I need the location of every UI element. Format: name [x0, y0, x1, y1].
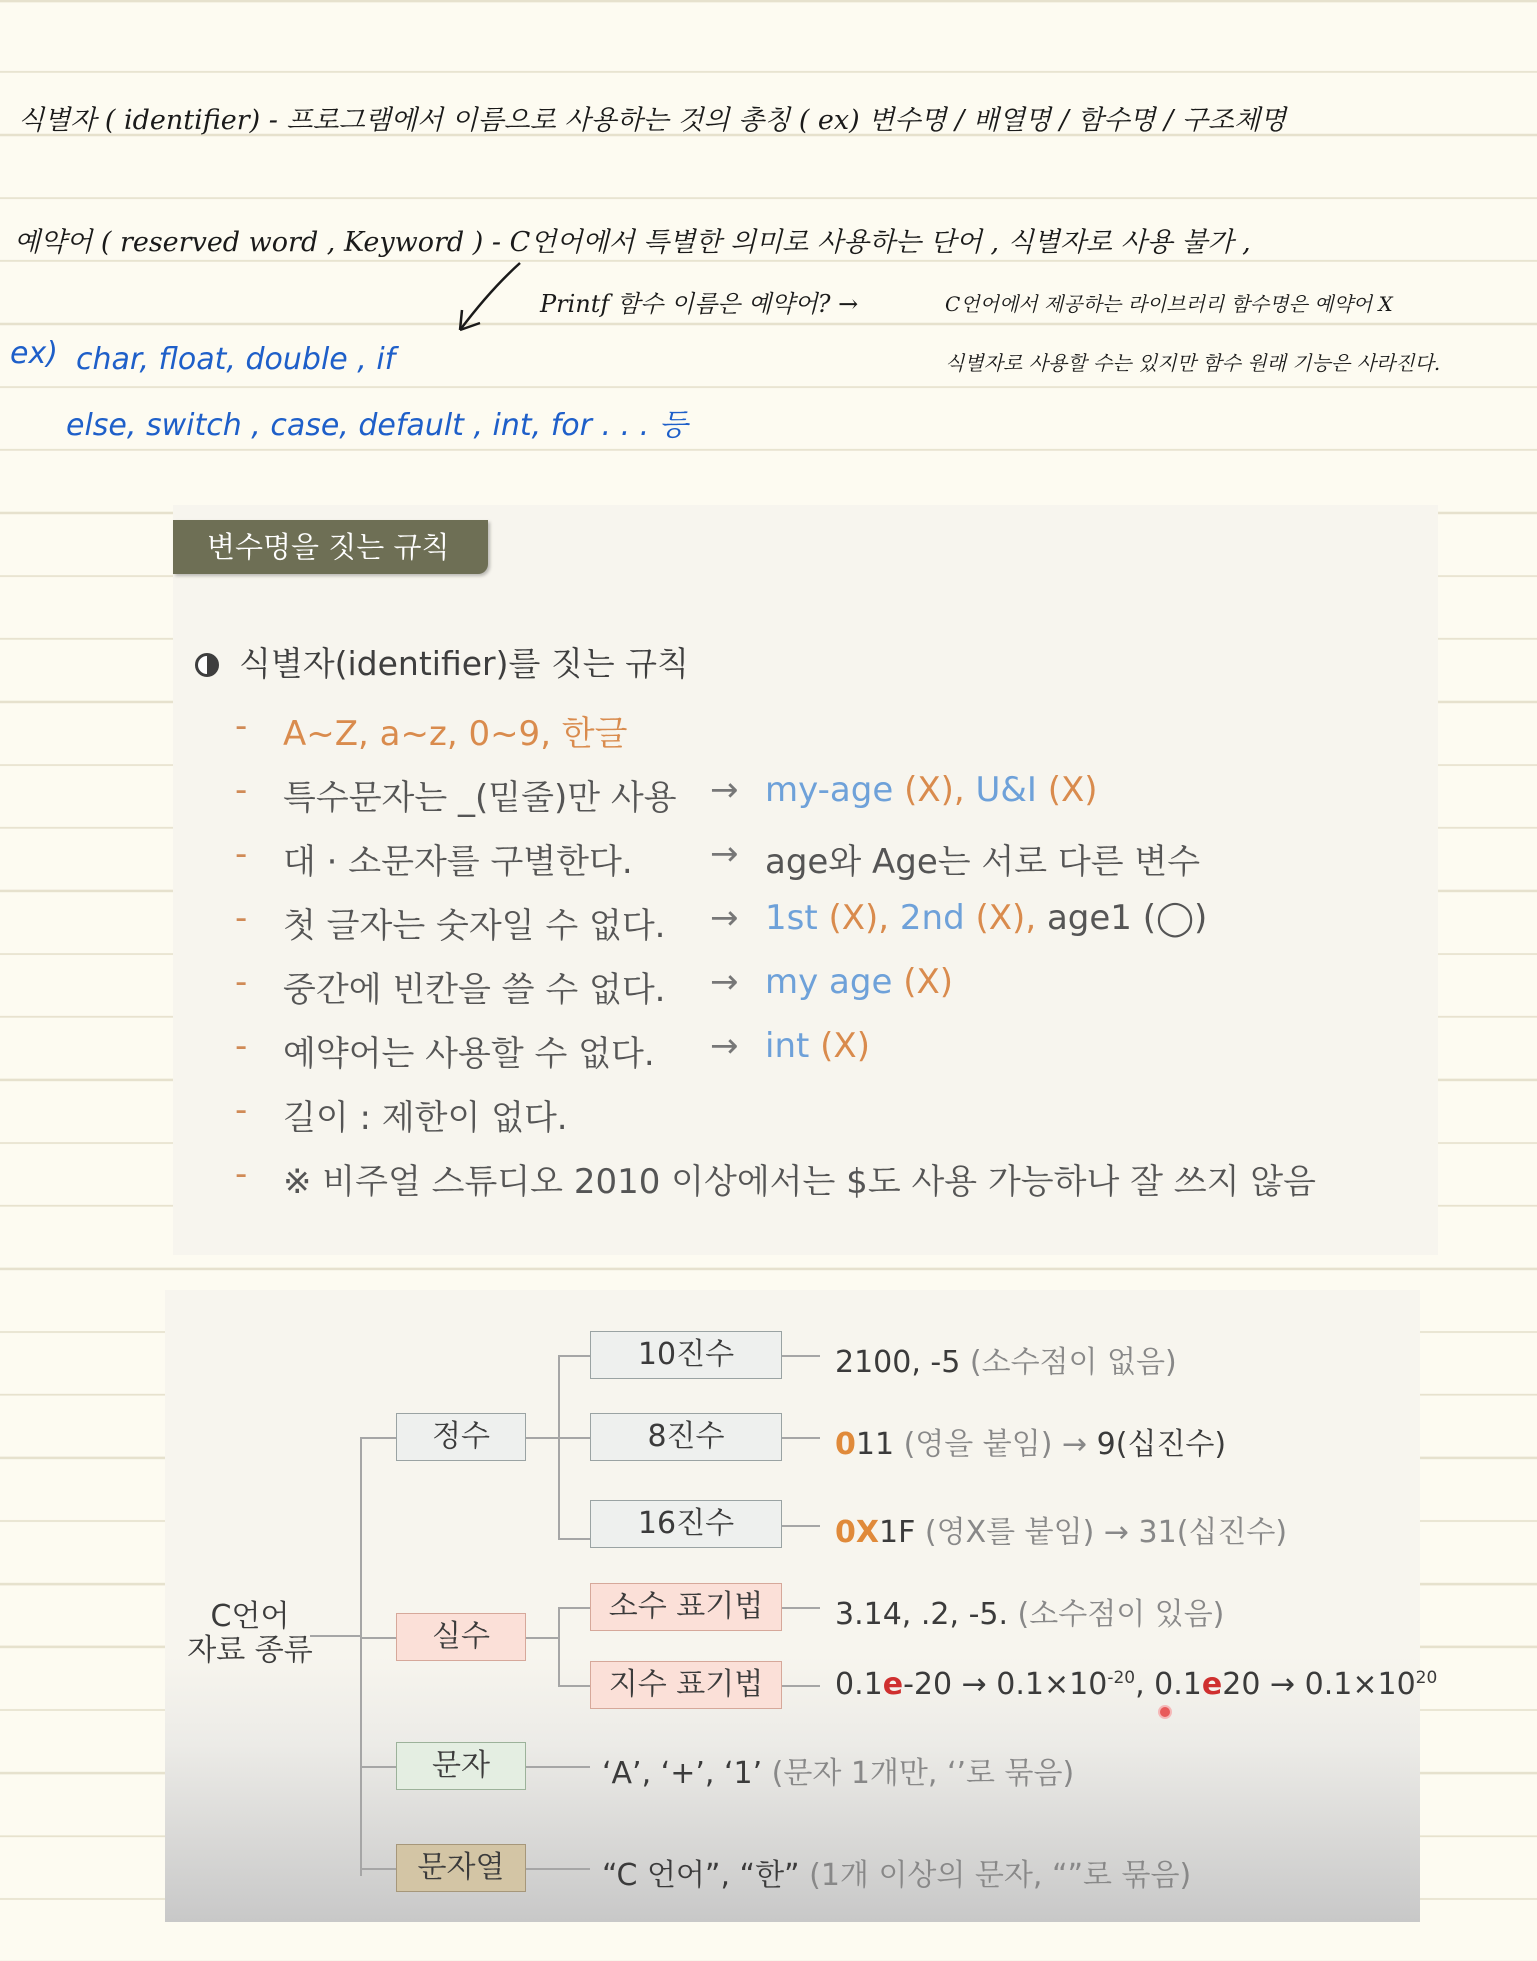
string-box: 문자열	[396, 1844, 526, 1892]
connector-line	[558, 1437, 590, 1439]
keywords-line-2: else, switch , case, default , int, for . . . 등	[66, 408, 688, 443]
half-circle-icon	[195, 653, 219, 677]
octal-example: 011 (영을 붙임) → 9(십진수)	[835, 1427, 1227, 1462]
connector-line	[782, 1685, 820, 1687]
reserved-word-note: 예약어 ( reserved word , Keyword ) - C언어에서 특별한 의미로 사용하는 단어 , 식별자로 사용 불가 ,	[14, 227, 1251, 258]
connector-line	[782, 1607, 820, 1609]
decimal-example: 2100, -5 (소수점이 없음)	[835, 1345, 1177, 1380]
connector-line	[782, 1437, 820, 1439]
printf-answer-2: 식별자로 사용할 수는 있지만 함수 원래 기능은 사라진다.	[945, 351, 1441, 375]
real-example: 3.14, .2, -5. (소수점이 있음)	[835, 1597, 1225, 1632]
hex-box: 16진수	[590, 1500, 782, 1548]
char-box: 문자	[396, 1742, 526, 1790]
exp-notation-box: 지수 표기법	[590, 1661, 782, 1709]
data-types-diagram	[165, 1290, 1420, 1922]
identifier-note: 식별자 ( identifier) - 프로그램에서 이름으로 사용하는 것의 총칭 ( ex) 변수명 / 배열명 / 함수명 / 구조체명	[18, 105, 1287, 136]
connector-line	[526, 1868, 590, 1870]
arrow-down-left-icon	[450, 255, 530, 335]
printf-question: Printf 함수 이름은 예약어? →	[540, 290, 859, 318]
decimal-box: 10진수	[590, 1331, 782, 1379]
integer-box: 정수	[396, 1413, 526, 1461]
connector-line	[558, 1355, 590, 1357]
printf-answer-1: C언어에서 제공하는 라이브러리 함수명은 예약어 X	[945, 292, 1393, 316]
cursor-dot	[1158, 1705, 1172, 1719]
rules-heading: 식별자(identifier)를 짓는 규칙	[195, 638, 689, 685]
connector-line	[360, 1637, 396, 1639]
connector-line	[360, 1437, 362, 1876]
keywords-line-1: char, float, double , if	[76, 342, 396, 377]
diagram-root: C언어 자료 종류	[187, 1599, 313, 1668]
real-box: 실수	[396, 1613, 526, 1661]
connector-line	[526, 1437, 558, 1439]
connector-line	[360, 1766, 396, 1768]
connector-line	[558, 1355, 560, 1540]
char-example: ‘A’, ‘+’, ‘1’ (문자 1개만, ‘’로 묶음)	[602, 1756, 1075, 1791]
connector-line	[526, 1766, 590, 1768]
ex-label: ex)	[10, 336, 58, 371]
connector-line	[526, 1637, 558, 1639]
octal-box: 8진수	[590, 1413, 782, 1461]
hex-example: 0X1F (영X를 붙임) → 31(십진수)	[835, 1515, 1288, 1550]
connector-line	[558, 1685, 590, 1687]
connector-line	[558, 1538, 590, 1540]
connector-line	[782, 1355, 820, 1357]
decimal-notation-box: 소수 표기법	[590, 1583, 782, 1631]
connector-line	[360, 1437, 396, 1439]
connector-line	[558, 1607, 560, 1686]
rules-tab-title: 변수명을 짓는 규칙	[173, 520, 488, 574]
exp-example: $0.1e-20 \to 0.1\times 10^{-20}$, $0.1e20 \to 0.1\times 10^{20}$	[835, 1667, 1438, 1702]
connector-line	[558, 1607, 590, 1609]
connector-line	[360, 1868, 396, 1870]
string-example: “C 언어”, “한” (1개 이상의 문자, “”로 묶음)	[602, 1858, 1192, 1893]
connector-line	[782, 1525, 820, 1527]
